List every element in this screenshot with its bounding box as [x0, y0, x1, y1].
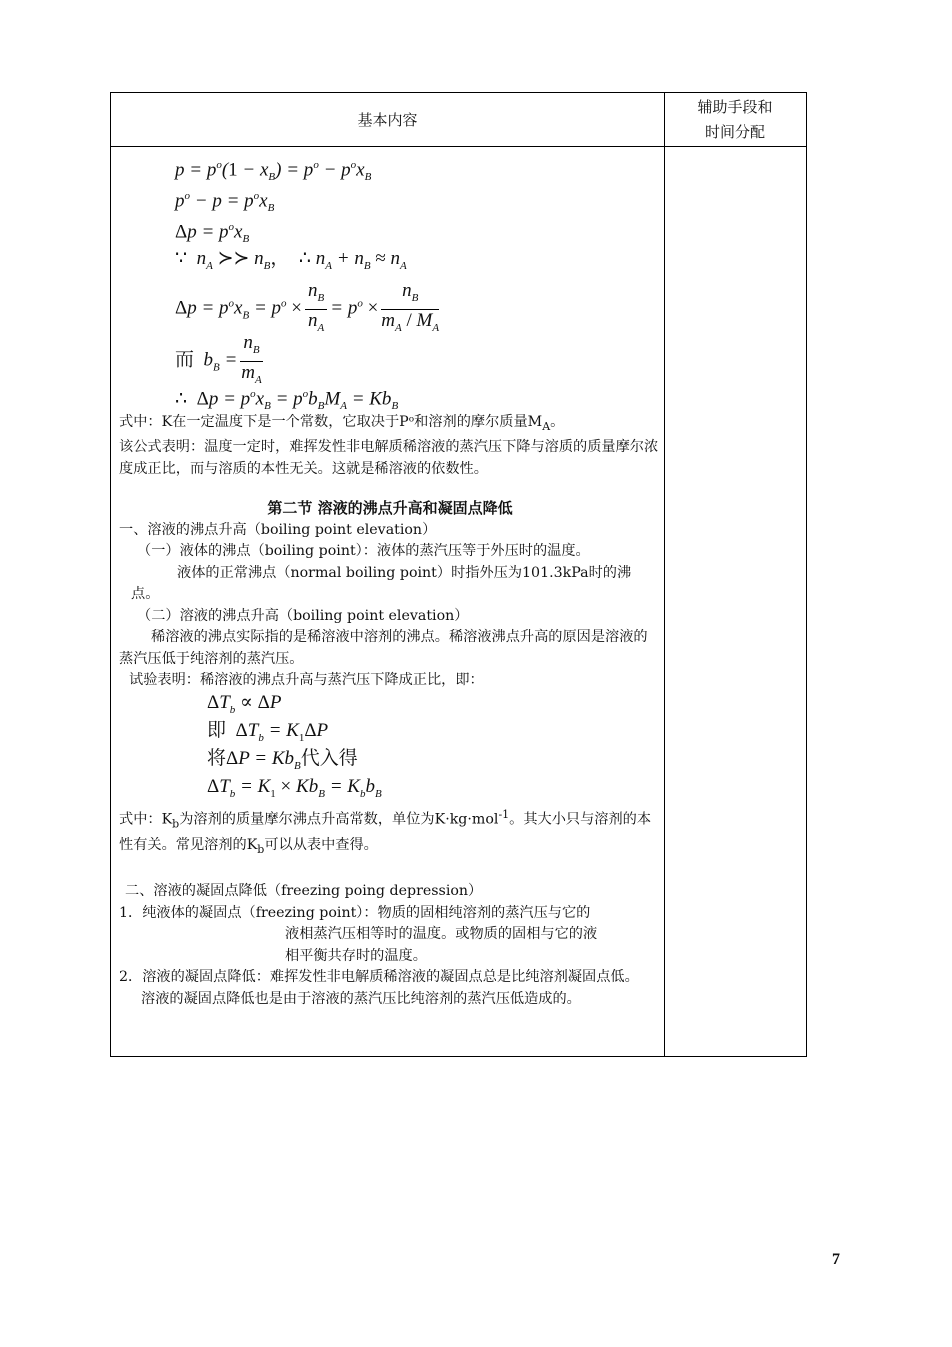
solution-freezing-depression: 2．溶液的凝固点降低：难挥发性非电解质稀溶液的凝固点总是比纯溶剂凝固点低。: [119, 969, 639, 986]
equation-8: $\Delta T_b \propto \Delta P$: [207, 691, 282, 716]
equation-1: $p = p^o(1 - x_B) = p^o - p^ox_B$: [175, 159, 372, 184]
formula-explanation: 该公式表明：温度一定时，难挥发性非电解质稀溶液的蒸汽压下降与溶质的质量摩尔浓度成正比，而与溶质的本性无关。这就是稀溶液的依数性。: [119, 439, 659, 477]
equation-2: $p^o - p = p^ox_B$: [175, 190, 275, 215]
normal-boiling-point-cont: 点。: [131, 586, 160, 603]
equation-10-suffix: 代入得: [300, 747, 358, 769]
equation-6: 而 $b_B$ = $\frac{n_B}{m_A}$: [175, 332, 262, 386]
header-main: 基本内容: [357, 111, 418, 129]
page-number: 7: [832, 1251, 840, 1268]
equation-9-prefix: 即: [207, 719, 227, 741]
freezing-point-heading: 二、溶液的凝固点降低（freezing poing depression）: [125, 883, 483, 900]
equation-3: $\Delta p = p^ox_B$: [175, 221, 250, 246]
content-table: [110, 92, 807, 1057]
pure-liquid-freezing-point-cont1: 液相蒸汽压相等时的温度。或物质的固相与它的液: [285, 926, 598, 943]
formula-note: 式中：K在一定温度下是一个常数，它取决于Pᵒ和溶剂的摩尔质量$M_A$。: [119, 414, 565, 433]
pure-liquid-freezing-point-cont2: 相平衡共存时的温度。: [285, 947, 427, 964]
equation-7: ∴ $\Delta p = p^ox_B = p^ob_BM_A = Kb_B$: [175, 388, 399, 413]
main-content: [119, 155, 661, 1010]
header-side-line1: 辅助手段和: [697, 98, 773, 116]
equation-5: $\Delta p = p^ox_B = p^o$ × $\frac{n_B}{n_A}$ = $p^o$ × $\frac{n_B}{m_A / M_A}$: [175, 280, 440, 334]
equation-10-prefix: 将: [207, 747, 227, 769]
experiment-statement: 试验表明：稀溶液的沸点升高与蒸汽压下降成正比，即：: [129, 672, 484, 689]
header-side: [664, 95, 806, 145]
equation-11: $\Delta T_b = K_1 \times Kb_B = K_bb_B$: [207, 775, 382, 800]
header-side-line2: 时间分配: [704, 123, 765, 141]
solution-boiling-desc: 稀溶液的沸点实际指的是稀溶液中溶剂的沸点。稀溶液沸点升高的原因是溶液的蒸汽压低于纯溶剂的蒸汽压。: [119, 629, 648, 667]
equation-4: ∵ $n_A$ ≻≻ $n_B$， ∴ $n_A + n_B \approx n_A$: [175, 248, 407, 272]
boiling-point-heading: 一、溶液的沸点升高（boiling point elevation）: [119, 521, 437, 538]
normal-boiling-point: 液体的正常沸点（normal boiling point）时指外压为101.3kPa时的沸: [177, 564, 632, 581]
pure-liquid-freezing-point: 1．纯液体的凝固点（freezing point）：物质的固相纯溶剂的蒸汽压与它的: [119, 904, 591, 921]
equation-6-prefix: 而: [175, 349, 195, 371]
solution-boiling-heading: （二）溶液的沸点升高（boiling point elevation）: [137, 607, 469, 624]
equation-9: 即 $\Delta T_b = K_1\Delta P$: [207, 719, 329, 744]
column-divider: [664, 93, 665, 1056]
header-divider: [111, 146, 806, 147]
kb-note: 式中：$K_b$为溶剂的质量摩尔沸点升高常数，单位为K·kg·mol$^{-1}$。其大小只与溶剂的本性有关。常见溶剂的$K_b$可以从表中查得。: [119, 807, 652, 856]
liquid-boiling-point: （一）液体的沸点（boiling point）：液体的蒸汽压等于外压时的温度。: [137, 543, 590, 560]
freezing-depression-cause: 溶液的凝固点降低也是由于溶液的蒸汽压比纯溶剂的蒸汽压低造成的。: [141, 990, 581, 1007]
equation-10: 将$\Delta P = Kb_B$代入得: [207, 747, 358, 772]
section-title: 第二节 溶液的沸点升高和凝固点降低: [267, 499, 513, 518]
